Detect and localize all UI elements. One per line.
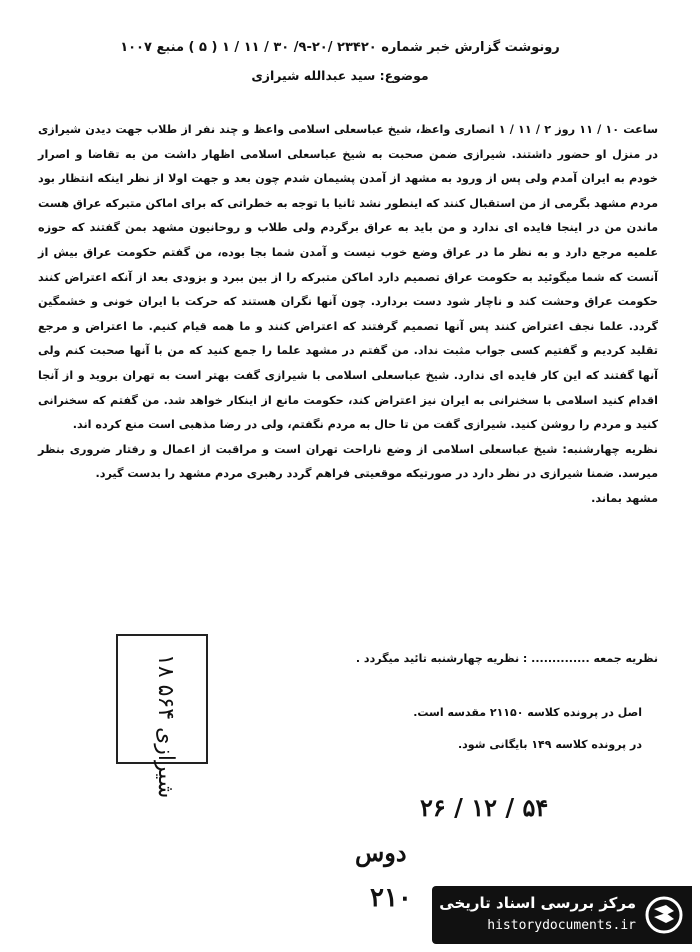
stamp-handwriting: شیرازی ۵۶۴ ۱۸ xyxy=(153,654,178,799)
handwritten-note: ۲۱۰ xyxy=(370,883,412,913)
handwritten-date: ۵۴ / ۱۲ / ۲۶ xyxy=(420,793,549,822)
friday-opinion: نظریه جمعه .............. : نظریه چهارشنبه تائید میگردد . xyxy=(355,652,658,665)
report-paragraph: نظریه چهارشنبه: شیخ عباسعلی اسلامی از وضع ناراحت تهران است و مراقبت از اعمال و رفتار ضروری بنظر میرسد. ضمنا شیرازی در نظر دارد در صورتیکه موقعیتی فراهم گردد رهبری مردم مشهد را بدست گیرد. xyxy=(38,442,658,481)
report-header: رونوشت گزارش خبر شماره ۲۳۴۲۰ /۲۰-۹/ ۳۰ / ۱۱ / ۱ ( ۵ ) منبع ۱۰۰۷ xyxy=(120,40,560,55)
watermark-title: مرکز بررسی اسناد تاریخی xyxy=(439,894,636,912)
watermark-banner xyxy=(432,886,692,944)
report-subject: موضوع: سید عبدالله شیرازی xyxy=(251,68,429,83)
archive-stamp xyxy=(116,634,208,799)
watermark-url: historydocuments.ir xyxy=(487,918,636,933)
archive-logo-icon xyxy=(644,895,684,935)
report-body xyxy=(38,118,658,512)
report-paragraph: مشهد بماند. xyxy=(591,491,658,505)
archive-note: در پرونده کلاسه ۱۴۹ بایگانی شود. xyxy=(457,738,642,751)
handwritten-note: دوس xyxy=(355,838,407,867)
report-paragraph: ساعت ۱۰ / ۱۱ روز ۲ / ۱۱ / ۱ انصاری واعظ، شیخ عباسعلی اسلامی واعظ و چند نفر از طلاب جهت دیدن شیرازی در منزل او حضور داشتند. شیرازی ضمن صحبت به شیخ عباسعلی اسلامی اظهار داشت من به تقاضا و اصرار خودم به ایران آمدم ولی پس از ورود به مشهد از آمدن پشیمان شدم چون بعد و جهت اولا از نظر اینکه انتظار بود مردم مشهد بگرمی از من استقبال کنند که اینطور نشد ثانیا با توجه به خطراتی که برای اماکن متبرکه عراق هست ماندن من در اینجا فایده ای ندارد و من باید به عراق برگردم ولی طلاب و روحانیون مشهد بمن گفتند که حوزه علمیه مرجع دارد و به نظر ما در عراق وضع خوب نیست و آمدن شما بجا بوده، من گفتم حکومت عراق بیش از آنست که شما میگوئید به حکومت عراق تصمیم دارد اماکن متبرکه را از بین ببرد و بزودی بعد از آنکه اعتراض کنند حکومت عراق وحشت کند و ناچار شود دست بردارد. چون آنها نگران هستند که حرکت با ایران خونی و خشمگین گردد. علما نجف اعتراض کنند پس آنها تصمیم گرفتند که اعتراض کنند و ما همه قیام کنیم. ما اعتراض و مرجع تقلید کردیم و گفتیم کسی جواب مثبت نداد. من گفتم در مشهد علما را جمع کنید که من با آنها صحبت کنم ولی آنها گفتند که این کار فایده ای ندارد. شیخ عباسعلی اسلامی با شیرازی گفت بهتر است به تهران بروید و از آنجا اقدام کنید اسلامی با سخنرانی به ایران نیز اعتراض کند، حکومت مانع از اینکار خواهد شد. من گفتم که سخنرانی کنید و مردم را روشن کنید. شیرازی گفت من تا حال به مردم نگفتم، ولی در رضا مذهبی است منع کرده اند. xyxy=(38,123,658,432)
original-file-note: اصل در پرونده کلاسه ۲۱۱۵۰ مقدسه است. xyxy=(413,706,642,719)
